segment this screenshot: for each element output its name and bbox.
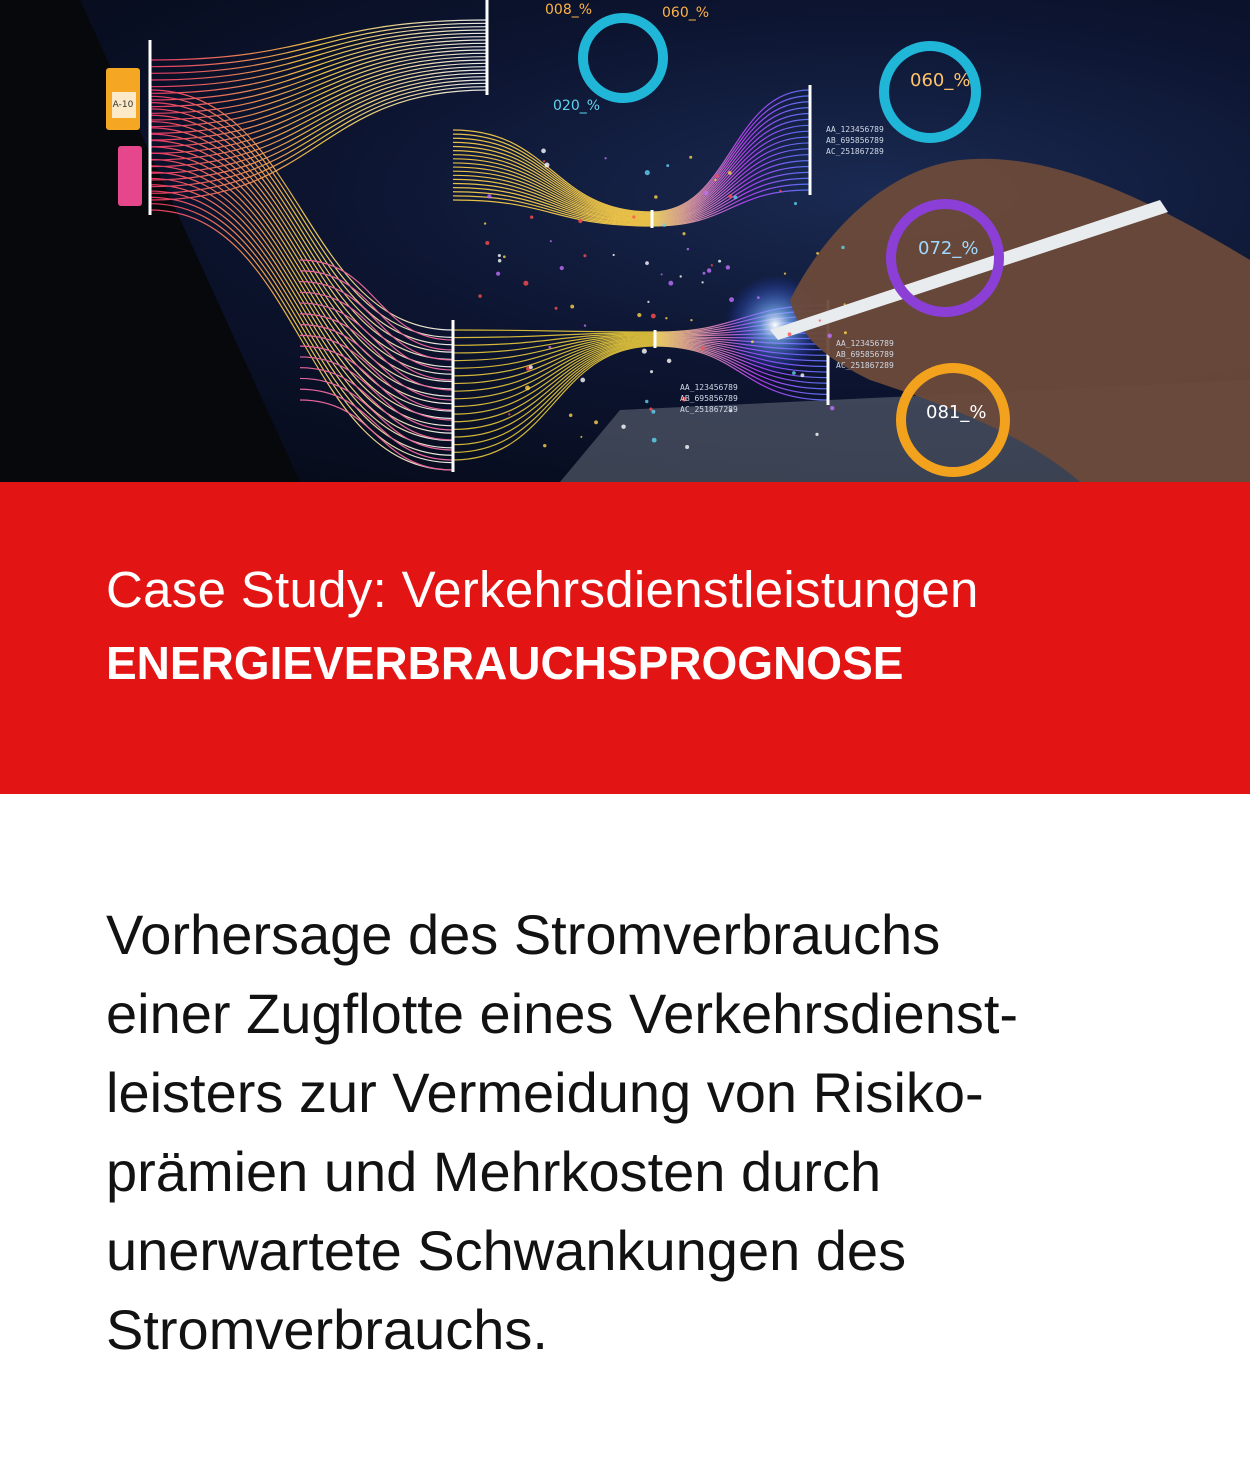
- ring-label-020: 020_%: [553, 98, 601, 114]
- ring-label-008: 008_%: [545, 2, 593, 18]
- hero-image: [0, 0, 1250, 482]
- description-line: unerwartete Schwankungen des: [106, 1219, 907, 1282]
- data-code-block: AA_123456789 AB_695856789 AC_251867289: [826, 125, 884, 156]
- description-line: prämien und Mehrkosten durch: [106, 1140, 882, 1203]
- ring-label-060-small: 060_%: [662, 5, 710, 21]
- tag-label: A-10: [112, 100, 134, 110]
- data-visualization-graphic: [0, 0, 1250, 482]
- banner-subtitle: Case Study: Verkehrsdienstleistungen: [106, 561, 979, 618]
- data-code-block: AA_123456789 AB_695856789 AC_251867289: [680, 383, 738, 414]
- ring-label-081: 081_%: [926, 402, 987, 423]
- banner-title: ENERGIEVERBRAUCHSPROGNOSE: [106, 637, 904, 689]
- data-code-block: AA_123456789 AB_695856789 AC_251867289: [836, 339, 894, 370]
- description-line: Vorhersage des Stromverbrauchs: [106, 903, 941, 966]
- ring-label-060: 060_%: [910, 70, 971, 91]
- description-text: [106, 895, 1186, 1369]
- tag-block-pink: [118, 146, 142, 206]
- description-line: Stromverbrauchs.: [106, 1298, 548, 1361]
- description-line: einer Zugflotte eines Verkehrsdienst-: [106, 982, 1019, 1045]
- ring-label-072: 072_%: [918, 238, 979, 259]
- description-line: leisters zur Vermeidung von Risiko-: [106, 1061, 984, 1124]
